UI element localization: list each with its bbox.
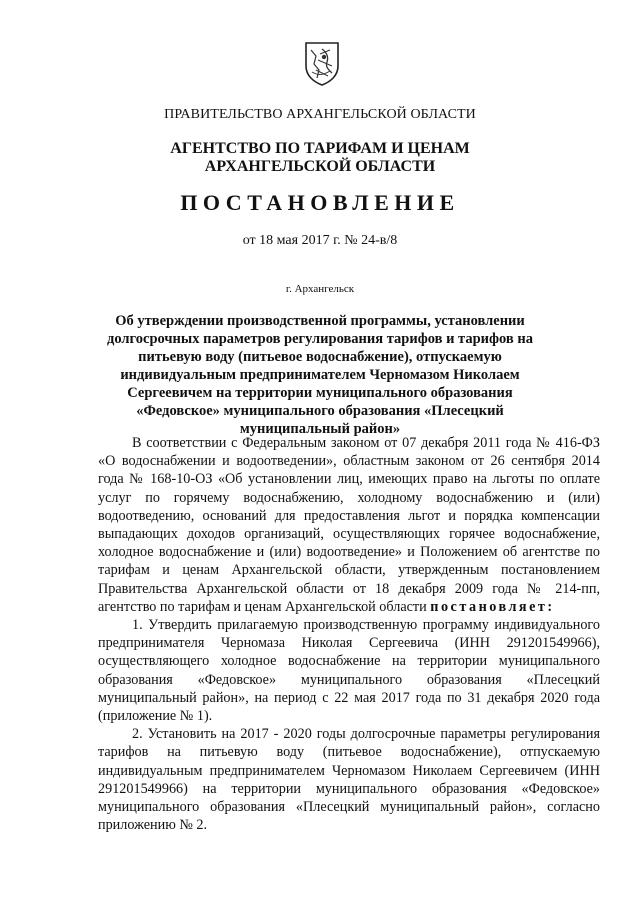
document-date: от 18 мая 2017 г. № 24-в/8: [242, 233, 398, 248]
agency-name: [0, 140, 640, 176]
agency-name-line2: АРХАНГЕЛЬСКОЙ ОБЛАСТИ: [204, 158, 436, 175]
body-paragraph-1-text: В соответствии с Федеральным законом от 07 декабря 2011 года № 416-ФЗ «О водоснабжении и водоотведении», областным законом от 26 сентября 2014 года № 168-10-ОЗ «Об установлении лиц, имеющих право на льготы по оплате услуг по горячему водоснабжению, холодному водоснабжению и (или) водоотведению, оснований для предоставления льгот и порядка компенсации выпадающих доходов организаций, осуществляющих горячее водоснабжение, холодное водоснабжение и (или) водоотведение» и Положением об агентстве по тарифам и ценам Архангельской области, утвержденным постановлением Правительства Архангельской области от 18 декабря 2009 года № 214-пп, агентство по тарифам и ценам Архангельской области: [98, 435, 600, 615]
document-city: г. Архангельск: [285, 283, 355, 295]
government-name: ПРАВИТЕЛЬСТВО АРХАНГЕЛЬСКОЙ ОБЛАСТИ: [164, 107, 476, 122]
document-title: Об утверждении производственной программы, установлении долгосрочных параметров регулирования тарифов и тарифов на питьевую воду (питьевое водоснабжение), отпускаемую индивидуальным предпринимателем Черномазом Николаем Сергеевичем на территории муниципального образования «Федовское» муниципального образования «Плесецкий муниципальный район»: [107, 313, 533, 437]
resolution-keyword: постановляет:: [430, 598, 555, 615]
body-paragraph-3: 2. Установить на 2017 - 2020 годы долгосрочные параметры регулирования тарифов на питьевую воду (питьевое водоснабжение), отпускаемую индивидуальным предпринимателем Черномазом Николаем Сергеевичем (ИНН 291201549966) на территории муниципального образования «Федовское» муниципального образования «Плесецкий муниципальный район», согласно приложению № 2.: [98, 726, 600, 834]
coat-of-arms-icon: [302, 40, 342, 86]
body-paragraph-1: [98, 434, 600, 616]
agency-name-line1: АГЕНТСТВО ПО ТАРИФАМ И ЦЕНАМ: [170, 140, 470, 157]
document-body: [98, 434, 600, 834]
document-type: ПОСТАНОВЛЕНИЕ: [180, 190, 460, 215]
body-paragraph-2: 1. Утвердить прилагаемую производственную программу индивидуального предпринимателя Черномаза Николая Сергеевича (ИНН 291201549966), осуществляющего холодное водоснабжение на территории муниципального образования «Федовское» муниципального образования «Плесецкий муниципальный район», на период с 22 мая 2017 года по 31 декабря 2020 года (приложение № 1).: [98, 617, 600, 725]
